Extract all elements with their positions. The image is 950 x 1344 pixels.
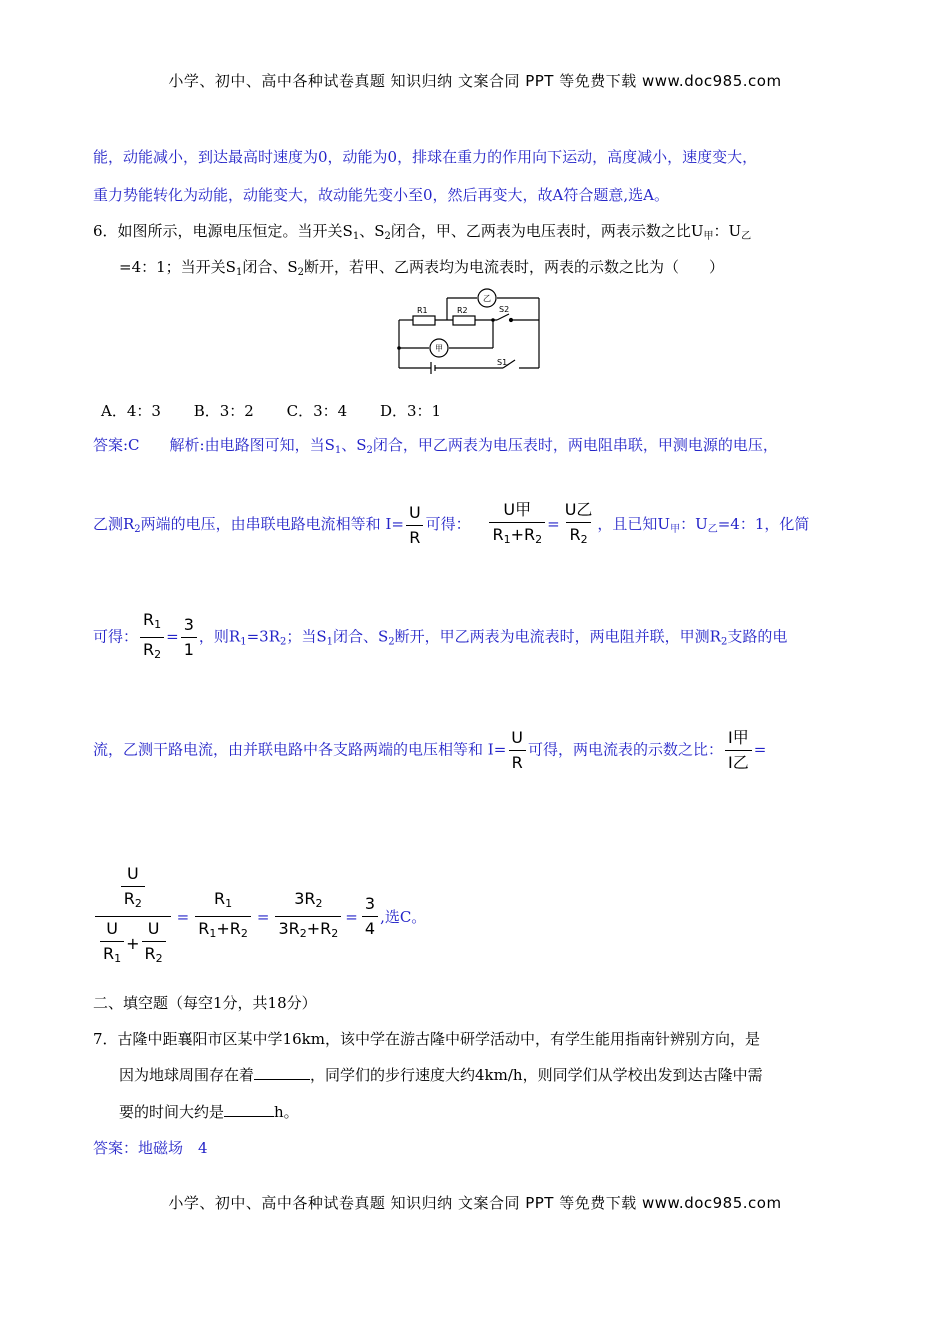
fraction-uyi-over-r2: $\frac{\text{U乙}}{R2}$: [562, 500, 596, 550]
fraction-3r2-over-sum: $\frac{3R2}{3R2+R2}$: [275, 889, 341, 944]
section-2-title: 二、填空题（每空1分，共18分）: [93, 994, 317, 1012]
prev-answer-line-2: 重力势能转化为动能，动能变大，故动能先变小至0，然后再变大，故A符合题意,选A。: [93, 186, 669, 204]
circuit-label-r2: R2: [457, 306, 468, 315]
fraction-ijia-over-iyi: $\frac{\text{I甲}}{\text{I乙}}$: [725, 728, 752, 773]
option-a[interactable]: A．4：3: [101, 402, 161, 420]
q6-options: [101, 400, 469, 421]
answer6-line-4: 流，乙测干路电流，由并联电路中各支路两端的电压相等和 I= $\frac{U}{R}$ 可得，两电流表的示数之比： $\frac{\text{I甲}}{\text{I乙}}$ =: [93, 728, 767, 772]
answer6-line-3: 可得： $\frac{R1}{R2}$ = $\frac{3}{1}$ ，则$R_1=3R_2$；当$S_1$闭合、$S_2$断开，甲乙两表为电流表时，两电阻并联，甲测$R_2$支路的电: [93, 610, 787, 665]
answer-blank-2[interactable]: [224, 1102, 274, 1117]
option-d[interactable]: D．3：1: [379, 402, 442, 420]
page-footer: 小学、初中、高中各种试卷真题 知识归纳 文案合同 PPT 等免费下载 www.doc985.com: [168, 1194, 782, 1212]
fraction-u-over-r-2: $\frac{U}{R}$: [508, 728, 526, 773]
option-b[interactable]: B．3：2: [193, 402, 254, 420]
option-c[interactable]: C．3：4: [286, 402, 348, 420]
circuit-diagram: [395, 286, 545, 376]
circuit-meter-jia: 甲: [435, 344, 443, 353]
answer6-line-1: 答案:C 解析:由电路图可知，当$S_1$、$S_2$闭合，甲乙两表为电压表时，两电阻串联，甲测电源的电压，: [93, 436, 778, 456]
circuit-label-r1: R1: [417, 306, 428, 315]
circuit-label-s2: S2: [499, 305, 510, 314]
junction-dot: [491, 318, 495, 322]
q7-line-2: 因为地球周围存在着 ，同学们的步行速度大约4km/h，则同学们从学校出发到达古隆中需: [119, 1066, 763, 1084]
fraction-ujia-over-r1r2: $\frac{\text{U甲}}{R1+R2}$: [489, 500, 545, 550]
q6-line-1: 6．如图所示，电源电压恒定。当开关$S_1$、$S_2$闭合，甲、乙两表为电压表时，两表示数之比$U_甲$：$U_乙$: [93, 222, 752, 242]
answer-blank-1[interactable]: [254, 1065, 310, 1080]
page-header: 小学、初中、高中各种试卷真题 知识归纳 文案合同 PPT 等免费下载 www.doc985.com: [168, 72, 782, 90]
prev-answer-line-1: 能，动能减小，到达最高时速度为0，动能为0，排球在重力的作用向下运动，高度减小，速度变大，: [93, 148, 758, 166]
fraction-3-over-1: $\frac{3}{1}$: [181, 615, 197, 660]
q7-line-3: 要的时间大约是 h。: [119, 1103, 299, 1121]
answer6-line-5: $\frac{U}{R2}$ $\frac{U}{R1}$ + $\frac{U}{R2}$ = $\frac{R1}{R1+R2}$ = $\frac{3R2}{3R2+R2}$ = $\frac{3}{4}$ ,选C。: [93, 864, 426, 969]
q7-line-1: 7．古隆中距襄阳市区某中学16km，该中学在游古隆中研学活动中，有学生能用指南针辨别方向，是: [93, 1030, 760, 1048]
fraction-r1-over-r2: $\frac{R1}{R2}$: [140, 610, 164, 665]
fraction-3-over-4: $\frac{3}{4}$: [362, 894, 378, 939]
fraction-r1-over-sum: $\frac{R1}{R1+R2}$: [195, 889, 251, 944]
circuit-meter-yi: 乙: [483, 294, 491, 303]
circuit-label-s1: S1: [497, 358, 508, 367]
answer7: 答案：地磁场 4: [93, 1139, 208, 1157]
answer6-line-2: 乙测$R_2$两端的电压，由串联电路电流相等和 I= $\frac{U}{R}$ 可得： $\frac{\text{U甲}}{R1+R2}$ = $\frac{\text{U乙}}{R2}$ ，且已知$U_甲$：$U_乙=4$：1，化简: [93, 500, 809, 550]
fraction-complex: $\frac{U}{R2}$ $\frac{U}{R1}$ + $\frac{U}{R2}$: [95, 864, 171, 969]
q6-line-2: =4：1；当开关$S_1$闭合、$S_2$断开，若甲、乙两表均为电流表时，两表的示数之比为（ ）: [119, 258, 724, 278]
junction-dot: [397, 346, 401, 350]
fraction-u-over-r: $\frac{U}{R}$: [406, 503, 424, 548]
